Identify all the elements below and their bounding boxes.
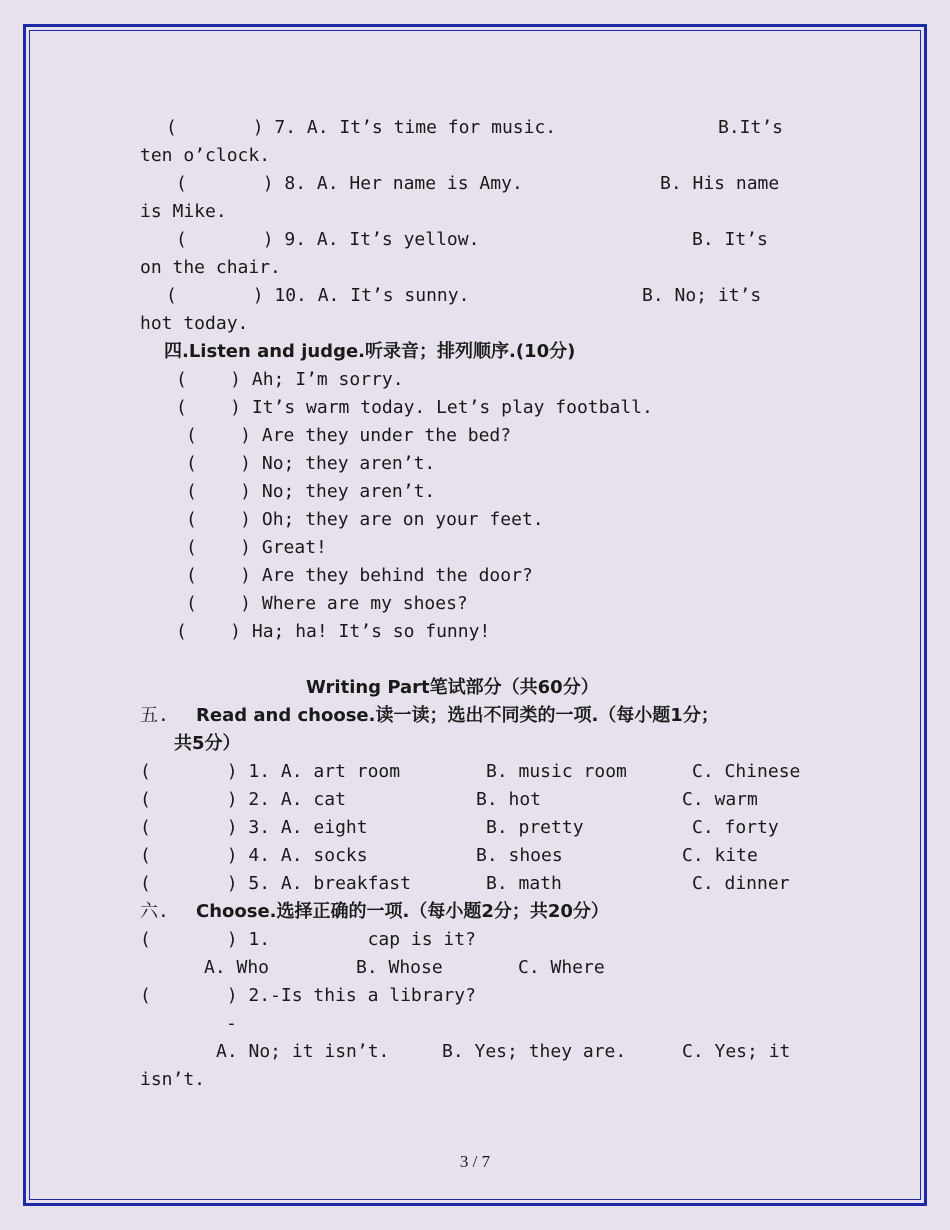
s5-item-5: ( ) 5. A. breakfast B. math C. dinner <box>140 873 790 894</box>
s4-item-5: ( ) No; they aren’t. <box>186 481 436 502</box>
s4-item-10: ( ) Ha; ha! It’s so funny! <box>176 621 491 642</box>
s4-item-2: ( ) It’s warm today. Let’s play football. <box>176 397 653 418</box>
s4-item-6: ( ) Oh; they are on your feet. <box>186 509 544 530</box>
s5-item-1: ( ) 1. A. art room B. music room C. Chinese <box>140 761 801 782</box>
question-9-cont: on the chair. <box>140 257 281 278</box>
s4-item-4: ( ) No; they aren’t. <box>186 453 436 474</box>
writing-part-title: Writing Part笔试部分（共60分） <box>306 677 599 698</box>
s6-question-2-cont: isn’t. <box>140 1069 206 1090</box>
s5-item-4: ( ) 4. A. socks B. shoes C. kite <box>140 845 758 866</box>
question-8-cont: is Mike. <box>140 201 227 222</box>
s4-item-1: ( ) Ah; I’m sorry. <box>176 369 404 390</box>
page-number: 3 / 7 <box>459 1152 491 1171</box>
question-8: ( ) 8. A. Her name is Amy. B. His name <box>176 173 780 194</box>
s6-question-1: ( ) 1. cap is it? <box>140 929 476 950</box>
s6-question-1-options: A. Who B. Whose C. Where <box>204 957 605 978</box>
s6-question-2: ( ) 2.-Is this a library? <box>140 985 476 1006</box>
s5-item-3: ( ) 3. A. eight B. pretty C. forty <box>140 817 779 838</box>
s4-item-9: ( ) Where are my shoes? <box>186 593 468 614</box>
question-10: ( ) 10. A. It’s sunny. B. No; it’s <box>166 285 762 306</box>
section5-heading-cont: 共5分） <box>174 733 241 754</box>
s4-item-8: ( ) Are they behind the door? <box>186 565 533 586</box>
spacer <box>140 646 820 674</box>
worksheet-page <box>140 114 820 1094</box>
s4-item-3: ( ) Are they under the bed? <box>186 425 512 446</box>
section5-heading: 五. Read and choose.读一读；选出不同类的一项.（每小题1分； <box>140 705 719 726</box>
section6-heading: 六. Choose.选择正确的一项.（每小题2分；共20分） <box>140 901 609 922</box>
s6-question-2-answer-line: - <box>226 1013 237 1034</box>
question-7: ( ) 7. A. It’s time for music. B.It’s <box>166 117 784 138</box>
s4-item-7: ( ) Great! <box>186 537 327 558</box>
s5-item-2: ( ) 2. A. cat B. hot C. warm <box>140 789 758 810</box>
section4-heading: 四.Listen and judge.听录音；排列顺序.(10分) <box>164 341 576 362</box>
question-10-cont: hot today. <box>140 313 249 334</box>
question-7-cont: ten o’clock. <box>140 145 271 166</box>
s6-question-2-options: A. No; it isn’t. B. Yes; they are. C. Yes; it <box>216 1041 791 1062</box>
question-9: ( ) 9. A. It’s yellow. B. It’s <box>176 229 768 250</box>
